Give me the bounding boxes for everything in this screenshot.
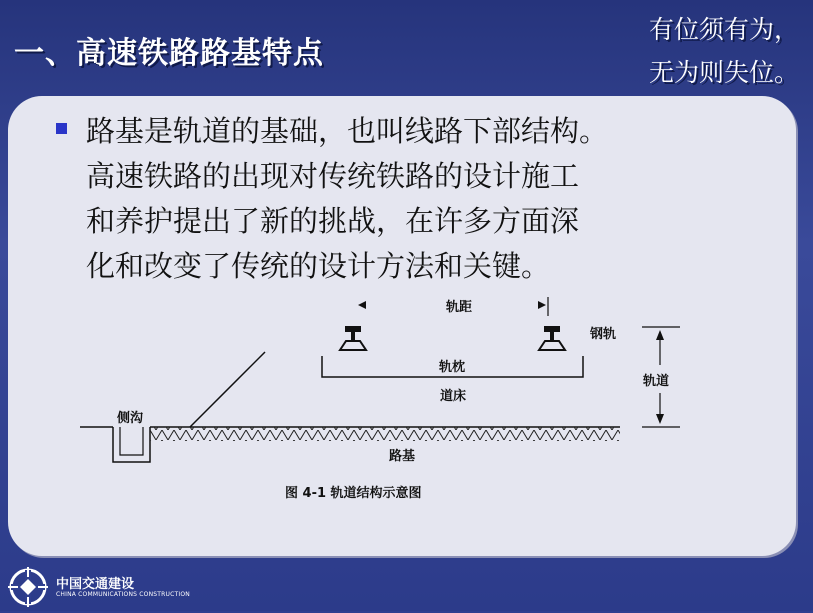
motto-line-2: 无为则失位。 bbox=[648, 58, 799, 87]
body-line-2: 高速铁路的出现对传统铁路的设计施工 bbox=[86, 159, 580, 193]
body-line-4: 化和改变了传统的设计方法和关键。 bbox=[86, 249, 551, 283]
slope-line bbox=[190, 352, 265, 427]
slide-title: 一、高速铁路路基特点 bbox=[14, 36, 324, 71]
rail-right bbox=[539, 326, 565, 350]
label-subgrade: 路基 bbox=[389, 449, 416, 464]
logo-english-name: CHINA COMMUNICATIONS CONSTRUCTION bbox=[56, 591, 190, 598]
label-ballast: 道床 bbox=[440, 389, 467, 404]
label-track: 轨道 bbox=[643, 374, 670, 389]
side-ditch-outer bbox=[113, 427, 150, 462]
label-rail: 钢轨 bbox=[590, 327, 617, 342]
side-ditch-inner bbox=[120, 427, 143, 455]
subgrade-hatching bbox=[150, 427, 620, 441]
rail-left bbox=[340, 326, 366, 350]
company-logo bbox=[6, 565, 196, 609]
figure-caption: 图 4-1 轨道结构示意图 bbox=[285, 486, 422, 501]
label-side-ditch: 侧沟 bbox=[117, 411, 144, 426]
body-line-3: 和养护提出了新的挑战，在许多方面深 bbox=[86, 204, 580, 238]
ccc-logo-icon bbox=[6, 565, 50, 609]
label-gauge: 轨距 bbox=[446, 300, 473, 315]
label-sleeper: 轨枕 bbox=[439, 360, 466, 375]
motto-line-1: 有位须有为， bbox=[648, 15, 799, 44]
logo-chinese-name: 中国交通建设 bbox=[56, 577, 135, 592]
body-line-1: 路基是轨道的基础，也叫线路下部结构。 bbox=[86, 114, 609, 148]
